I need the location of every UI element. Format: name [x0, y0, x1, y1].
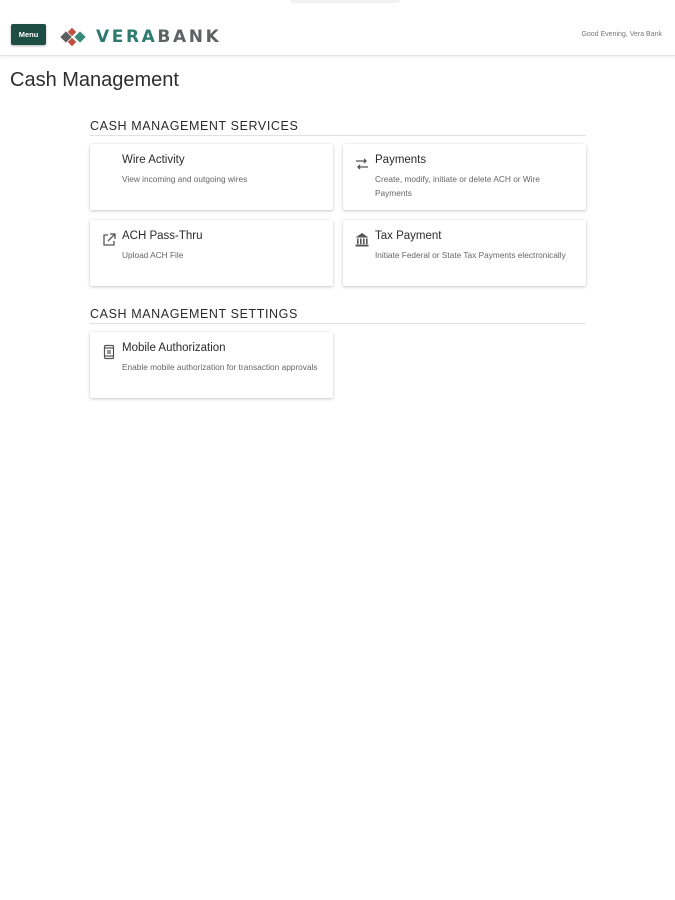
logo-wordmark	[96, 26, 221, 48]
card-description: Initiate Federal or State Tax Payments electronically	[375, 250, 566, 260]
logo-text-bank: BANK	[157, 27, 222, 47]
section-title-settings: CASH MANAGEMENT SETTINGS	[90, 307, 586, 324]
card-title: Wire Activity	[122, 154, 185, 166]
greeting-text: Good Evening, Vera Bank	[581, 31, 662, 38]
top-edge-strip	[290, 0, 400, 3]
card-description: Create, modify, initiate or delete ACH or Wire Payments	[375, 174, 540, 198]
swap-arrows-icon	[354, 156, 370, 172]
card-title: ACH Pass-Thru	[122, 230, 203, 242]
card-description: View incoming and outgoing wires	[122, 174, 248, 184]
card-title: Payments	[375, 154, 427, 166]
card-title: Mobile Authorization	[122, 342, 226, 354]
card-wire-activity[interactable]	[90, 144, 333, 210]
card-description: Upload ACH File	[122, 250, 184, 260]
logo-text-vera: VERA	[96, 27, 158, 47]
card-tax-payment[interactable]	[343, 220, 586, 286]
government-building-icon	[354, 232, 370, 248]
card-mobile-authorization[interactable]	[90, 332, 333, 398]
card-ach-pass-thru[interactable]	[90, 220, 333, 286]
mobile-phone-icon	[101, 344, 117, 360]
menu-button[interactable]: Menu	[11, 24, 46, 45]
verabank-logo[interactable]	[60, 26, 221, 48]
section-title-services: CASH MANAGEMENT SERVICES	[90, 119, 586, 136]
external-link-icon	[101, 232, 117, 248]
logo-diamonds-icon	[60, 26, 90, 48]
card-payments[interactable]	[343, 144, 586, 210]
card-title: Tax Payment	[375, 230, 442, 242]
page-title: Cash Management	[10, 69, 179, 91]
card-description: Enable mobile authorization for transaction approvals	[122, 362, 318, 372]
top-header	[0, 0, 675, 56]
